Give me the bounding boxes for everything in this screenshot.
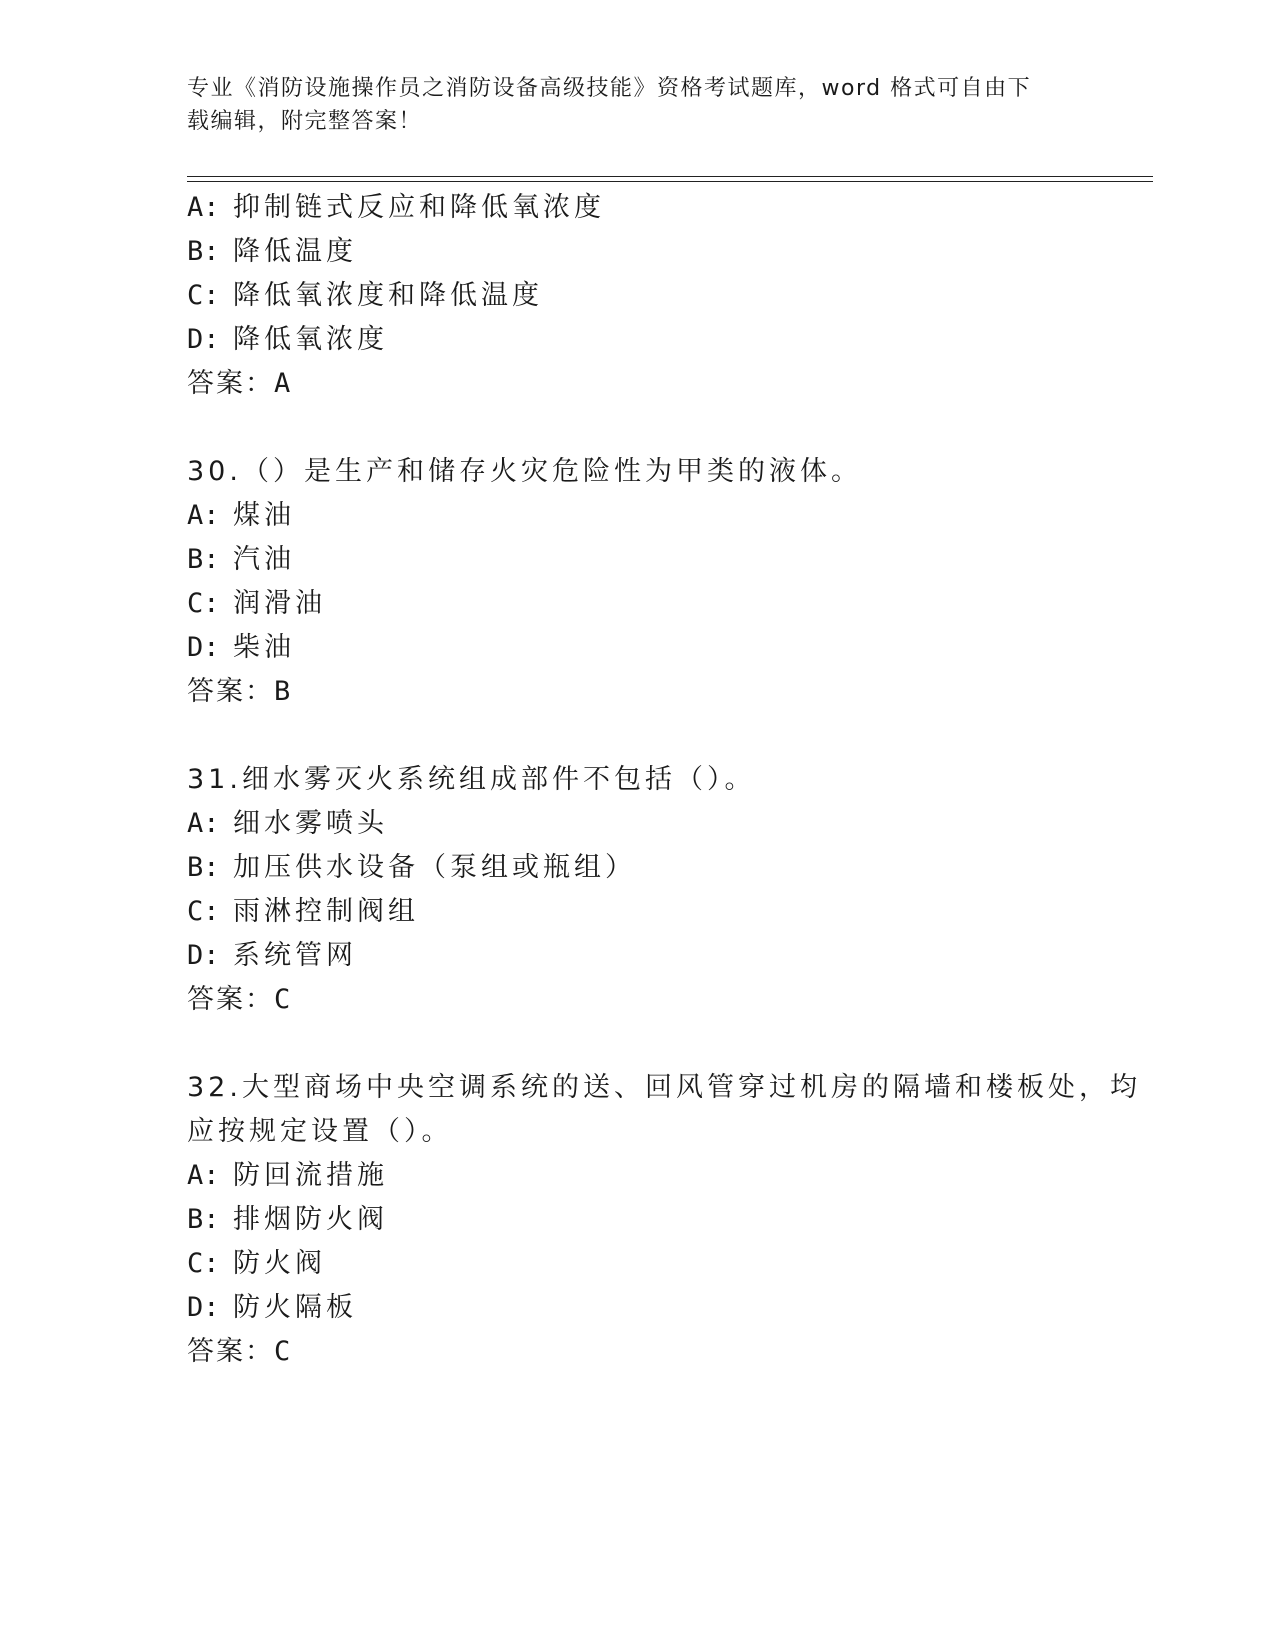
document-header [187, 72, 1067, 138]
q29-answer [187, 366, 290, 402]
q31-answer [187, 982, 290, 1018]
q32-answer [187, 1334, 290, 1370]
option-key: B: [187, 544, 220, 575]
answer-label: 答案： [187, 368, 274, 399]
answer-label: 答案： [187, 1336, 274, 1367]
option-key: D: [187, 940, 220, 971]
option-key: A: [187, 1160, 220, 1191]
q32-stem-line-2: 应按规定设置（）。 [187, 1116, 453, 1147]
option-text: 汽油 [233, 544, 295, 575]
answer-label: 答案： [187, 984, 274, 1015]
option-text: 排烟防火阀 [233, 1204, 388, 1235]
q32-option-a [187, 1158, 388, 1194]
q31-stem: 31.细水雾灭火系统组成部件不包括（）。 [187, 764, 756, 795]
option-text: 防回流措施 [233, 1160, 388, 1191]
answer-value: B [274, 676, 291, 707]
answer-value: C [274, 984, 291, 1015]
q32-option-d [187, 1290, 357, 1326]
option-text: 防火阀 [233, 1248, 326, 1279]
q31-option-d [187, 938, 357, 974]
option-key: A: [187, 192, 220, 223]
q29-option-d [187, 322, 388, 358]
option-key: B: [187, 1204, 220, 1235]
q32-option-b [187, 1202, 388, 1238]
option-text: 煤油 [233, 500, 295, 531]
q31-option-c [187, 894, 419, 930]
answer-value: C [274, 1336, 291, 1367]
option-text: 降低氧浓度和降低温度 [233, 280, 543, 311]
q31-option-a [187, 806, 388, 842]
option-key: B: [187, 236, 220, 267]
option-key: B: [187, 852, 220, 883]
option-key: D: [187, 324, 220, 355]
option-text: 抑制链式反应和降低氧浓度 [233, 192, 605, 223]
option-key: D: [187, 1292, 220, 1323]
option-text: 柴油 [233, 632, 295, 663]
option-key: D: [187, 632, 220, 663]
option-text: 润滑油 [233, 588, 326, 619]
option-key: C: [187, 588, 220, 619]
header-line-1: 专业《消防设施操作员之消防设备高级技能》资格考试题库，word 格式可自由下 [187, 76, 1032, 101]
q29-option-b [187, 234, 357, 270]
q30-option-c [187, 586, 326, 622]
option-text: 防火隔板 [233, 1292, 357, 1323]
q30-answer [187, 674, 290, 710]
q32-stem-line-1: 32.大型商场中央空调系统的送、回风管穿过机房的隔墙和楼板处，均 [187, 1072, 1141, 1103]
option-key: C: [187, 280, 220, 311]
option-key: C: [187, 1248, 220, 1279]
option-text: 降低温度 [233, 236, 357, 267]
q29-option-c [187, 278, 543, 314]
header-divider-top [187, 176, 1153, 177]
option-text: 细水雾喷头 [233, 808, 388, 839]
q31-option-b [187, 850, 636, 886]
q30-option-a [187, 498, 295, 534]
option-key: A: [187, 500, 220, 531]
option-text: 系统管网 [233, 940, 357, 971]
option-text: 雨淋控制阀组 [233, 896, 419, 927]
q30-option-b [187, 542, 295, 578]
option-key: C: [187, 896, 220, 927]
q30-option-d [187, 630, 295, 666]
answer-label: 答案： [187, 676, 274, 707]
header-divider-bottom [187, 181, 1153, 182]
option-text: 加压供水设备（泵组或瓶组） [233, 852, 636, 883]
q29-option-a [187, 190, 605, 226]
answer-value: A [274, 368, 291, 399]
q32-option-c [187, 1246, 326, 1282]
q30-stem: 30.（）是生产和储存火灾危险性为甲类的液体。 [187, 456, 862, 487]
option-key: A: [187, 808, 220, 839]
option-text: 降低氧浓度 [233, 324, 388, 355]
header-line-2: 载编辑，附完整答案！ [187, 109, 423, 134]
